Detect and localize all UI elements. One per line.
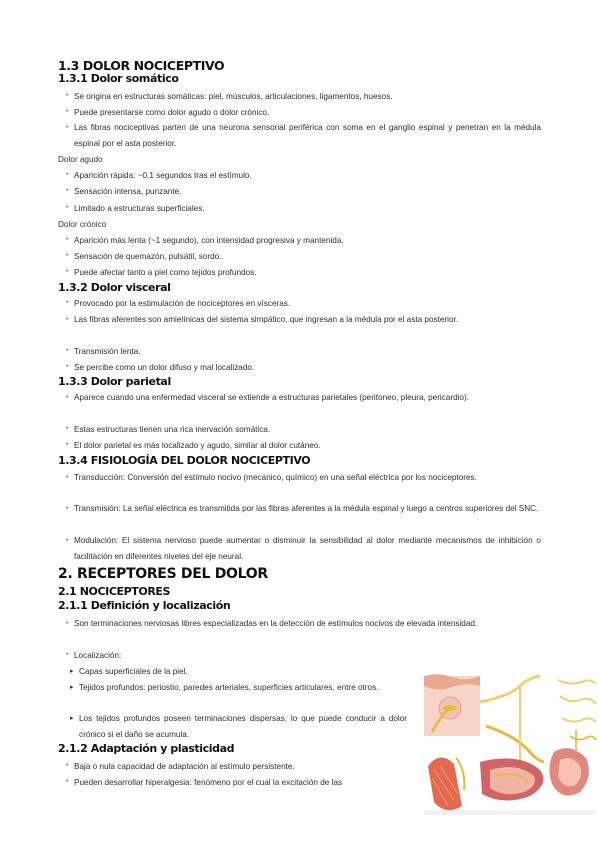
subsection-title-1-3-1: 1.3.1 Dolor somático: [58, 72, 179, 85]
skin-section-image: [424, 674, 480, 736]
section-title-1-3: 1.3 DOLOR NOCICEPTIVO: [58, 58, 225, 73]
list-item: • Aparición rápida: ~0,1 segundos tras el estímulo.: [66, 171, 252, 180]
list-item: • Pueden desarrollar hiperalgesia: fenómeno por el cual la excitación de las: [66, 778, 342, 787]
label-dolor-agudo: Dolor agudo: [58, 155, 103, 164]
list-item: • Transmisión: La señal eléctrica es transmitida por las fibras aferentes a la médula espinal y luego a centros superiores del SNC.: [66, 501, 541, 517]
sublist-item: ▸ Capas superficiales de la piel.: [70, 667, 188, 676]
list-item: • Sensación intensa, punzante.: [66, 187, 181, 196]
list-item: • Son terminaciones nerviosas libres especializadas en la detección de estímulos nocivos de elevada intensidad.: [66, 616, 541, 632]
sublist-item: ▸ Los tejidos profundos poseen terminaciones dispersas, lo que puede conducir a dolor crónico si el daño se acumula.: [70, 711, 407, 742]
list-item: • Las fibras nociceptivas parten de una neurona sensorial periférica con soma en el ganglio espinal y penetran en la médula espinal por el asta posterior.: [66, 120, 541, 151]
list-item: • Puede presentarse como dolor agudo o dolor crónico.: [66, 108, 269, 117]
subsection-title-1-3-3: 1.3.3 Dolor parietal: [58, 375, 171, 388]
list-item: • Localización:: [66, 651, 121, 660]
sublist-item: ▸ Tejidos profundos: periostio, paredes arteriales, superficies articulares, entre otros.: [70, 680, 407, 696]
list-item: • El dolor parietal es más localizado y agudo, similar al dolor cutáneo.: [66, 441, 321, 450]
list-item: • Se percibe como un dolor difuso y mal localizado.: [66, 363, 254, 372]
subsection-title-2-1-1: 2.1.1 Definición y localización: [58, 599, 231, 612]
section-title-2: 2. RECEPTORES DEL DOLOR: [58, 566, 268, 582]
subsection-title-2-1: 2.1 NOCICEPTORES: [58, 585, 171, 598]
list-item: • Aparición más lenta (~1 segundo), con intensidad progresiva y mantenida.: [66, 236, 344, 245]
list-item: • Modulación: El sistema nervioso puede aumentar o disminuir la sensibilidad al dolor mediante mecanismos de inhibición o facilitación en diferentes niveles del eje neural.: [66, 533, 541, 564]
list-item: • Se origina en estructuras somáticas: piel, músculos, articulaciones, ligamentos, huesos.: [66, 92, 393, 101]
list-item: • Las fibras aferentes son amielínicas del sistema simpático, que ingresan a la médula por el asta posterior.: [66, 312, 541, 328]
list-item: • Sensación de quemazón, pulsátil, sordo.: [66, 252, 221, 261]
label-dolor-cronico: Dolor crónico: [58, 220, 107, 229]
list-item: • Puede afectar tanto a piel como tejidos profundos.: [66, 268, 257, 277]
subsection-title-1-3-4: 1.3.4 FISIOLOGÍA DEL DOLOR NOCICEPTIVO: [58, 454, 311, 467]
subsection-title-1-3-2: 1.3.2 Dolor visceral: [58, 281, 171, 294]
subsection-title-2-1-2: 2.1.2 Adaptación y plasticidad: [58, 742, 235, 755]
list-item: • Estas estructuras tienen una rica inervación somática.: [66, 425, 270, 434]
list-item: • Limitado a estructuras superficiales.: [66, 204, 205, 213]
list-item: • Transmisión lenta.: [66, 347, 141, 356]
nociceptor-illustration: [420, 666, 599, 818]
list-item: • Provocado por la estimulación de nociceptores en vísceras.: [66, 299, 290, 308]
list-item: • Aparece cuando una enfermedad visceral se extiende a estructuras parietales (peritoneo, pleura, pericardio).: [66, 390, 541, 406]
list-item: • Transducción: Conversión del estímulo nocivo (mecánico, químico) en una señal eléctrica por los nociceptores.: [66, 470, 541, 486]
list-item: • Baja o nula capacidad de adaptación al estímulo persistente.: [66, 762, 295, 771]
